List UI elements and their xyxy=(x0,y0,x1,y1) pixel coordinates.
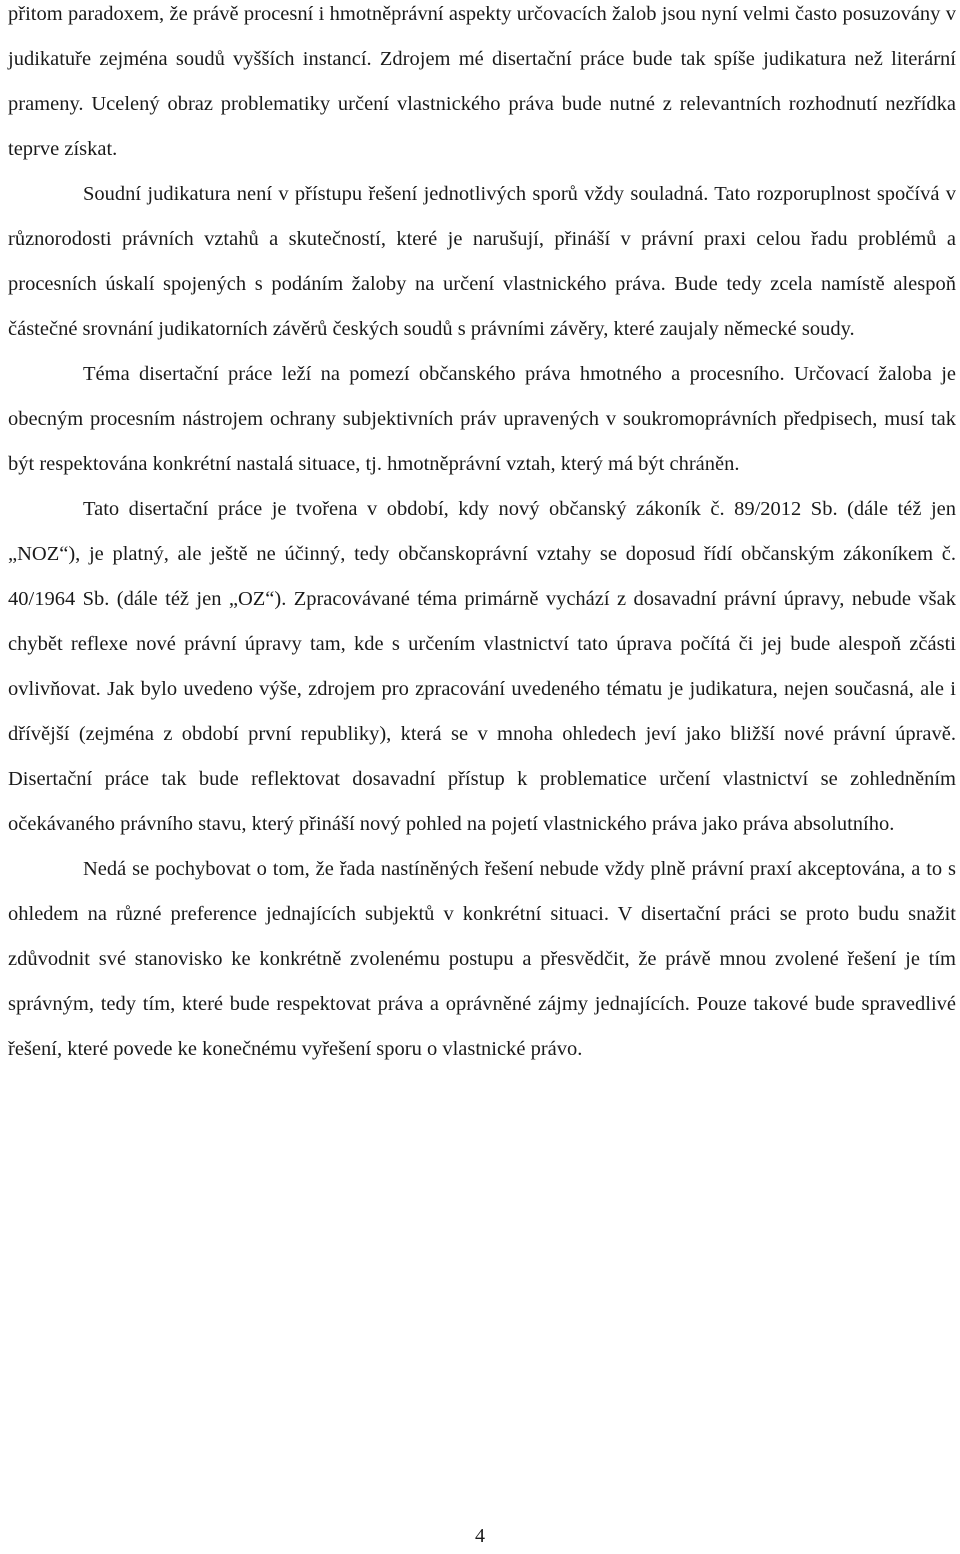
page-number: 4 xyxy=(475,1525,485,1547)
paragraph-judikatura: Soudní judikatura není v přístupu řešení jednotlivých sporů vždy souladná. Tato rozporuplnost spočívá v různorodosti právních vztahů a skutečností, které je narušují, přináší v právní praxi celou řadu problémů a procesních úskalí spojených s podáním žaloby na určení vlastnického práva. Bude tedy zcela namístě alespoň částečné srovnání judikatorních závěrů českých soudů s právními závěry, které zaujaly německé soudy. xyxy=(8,183,956,340)
paragraph-continuation: přitom paradoxem, že právě procesní i hmotněprávní aspekty určovacích žalob jsou nyní velmi často posuzovány v judikatuře zejména soudů vyšších instancí. Zdrojem mé disertační práce bude tak spíše judikatura než literární prameny. Ucelený obraz problematiky určení vlastnického práva bude nutné z relevantních rozhodnutí nezřídka teprve získat. xyxy=(8,3,956,160)
paragraph-noz: Tato disertační práce je tvořena v období, kdy nový občanský zákoník č. 89/2012 Sb. (dále též jen „NOZ“), je platný, ale ještě ne účinný, tedy občanskoprávní vztahy se doposud řídí občanským zákoníkem č. 40/1964 Sb. (dále též jen „OZ“). Zpracovávané téma primárně vychází z dosavadní právní úpravy, nebude však chybět reflexe nové právní úpravy tam, kde s určením vlastnictví tato úprava počítá či jej bude alespoň zčásti ovlivňovat. Jak bylo uvedeno výše, zdrojem pro zpracování uvedeného tématu je judikatura, nejen současná, ale i dřívější (zejména z období první republiky), která se v mnoha ohledech jeví jako bližší nové právní úpravě. Disertační práce tak bude reflektovat dosavadní přístup k problematice určení vlastnictví se zohledněním očekávaného právního stavu, který přináší nový pohled na pojetí vlastnického práva jako práva absolutního. xyxy=(8,498,956,835)
document-body xyxy=(8,0,956,1072)
paragraph-tema: Téma disertační práce leží na pomezí občanského práva hmotného a procesního. Určovací žaloba je obecným procesním nástrojem ochrany subjektivních práv upravených v soukromoprávních předpisech, musí tak být respektována konkrétní nastalá situace, tj. hmotněprávní vztah, který má být chráněn. xyxy=(8,363,956,475)
paragraph-zaver: Nedá se pochybovat o tom, že řada nastíněných řešení nebude vždy plně právní praxí akceptována, a to s ohledem na různé preference jednajících subjektů v konkrétní situaci. V disertační práci se proto budu snažit zdůvodnit své stanovisko ke konkrétně zvolenému postupu a přesvědčit, že právě mnou zvolené řešení je tím správným, tedy tím, které bude respektovat práva a oprávněné zájmy jednajících. Pouze takové bude spravedlivé řešení, které povede ke konečnému vyřešení sporu o vlastnické právo. xyxy=(8,858,956,1060)
